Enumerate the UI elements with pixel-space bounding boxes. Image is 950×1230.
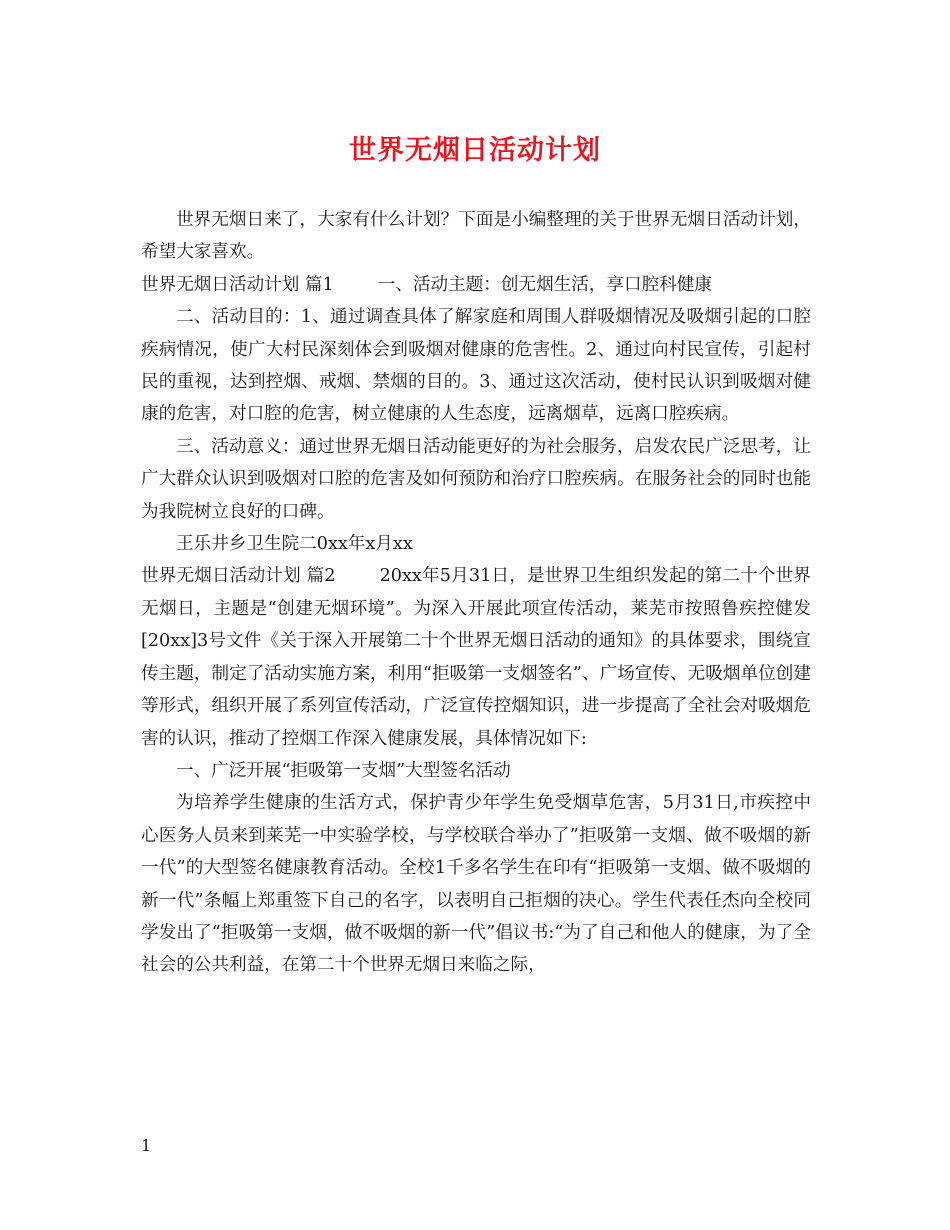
article-1-theme: 一、活动主题：创无烟生活，享口腔科健康 — [377, 274, 713, 295]
article-1-purpose: 二、活动目的：1、通过调查具体了解家庭和周围人群吸烟情况及吸烟引起的口腔疾病情况，使广大村民深刻体会到吸烟对健康的危害性。2、通过向村民宣传，引起村民的重视，达到控烟、戒烟、禁烟的目的。3、通过这次活动，使村民认识到吸烟对健康的危害，对口腔的危害，树立健康的人生态度，远离烟草，远离口腔疾病。 — [141, 307, 811, 425]
article-2-section-1-heading: 一、广泛开展“拒吸第一支烟”大型签名活动 — [176, 760, 511, 781]
article-2-intro: 20xx年5月31日，是世界卫生组织发起的第二十个世界无烟日，主题是“创建无烟环境”。为深入开展此项宣传活动，莱芜市按照鲁疾控健发[20xx]3号文件《关于深入开展第二十个世界无烟日活动的通知》的具体要求，围绕宣传主题，制定了活动实施方案，利用“拒吸第一支烟签名”、广场宣传、无吸烟单位创建等形式，组织开展了系列宣传活动，广泛宣传控烟知识，进一步提高了全社会对吸烟危害的认识，推动了控烟工作深入健康发展，具体情况如下: — [141, 566, 811, 749]
article-1-line — [141, 269, 811, 301]
article-1-heading: 世界无烟日活动计划 篇1 — [141, 274, 334, 295]
article-1-signature: 王乐井乡卫生院二0xx年x月xx — [176, 534, 413, 555]
document-body — [141, 204, 811, 982]
article-1-meaning: 三、活动意义：通过世界无烟日活动能更好的为社会服务，启发农民广泛思考，让广大群众认识到吸烟对口腔的危害及如何预防和治疗口腔疾病。在服务社会的同时也能为我院树立良好的口碑。 — [141, 436, 811, 522]
intro-paragraph: 世界无烟日来了，大家有什么计划？下面是小编整理的关于世界无烟日活动计划，希望大家喜欢。 — [141, 210, 811, 263]
document-title: 世界无烟日活动计划 — [349, 135, 601, 166]
article-2-intro-paragraph — [141, 560, 811, 754]
article-2-section-1-body: 为培养学生健康的生活方式，保护青少年学生免受烟草危害，5月31日,市疾控中心医务人员来到莱芜一中实验学校，与学校联合举办了”拒吸第一支烟、做不吸烟的新一代”的大型签名健康教育活动。全校1千多名学生在印有“拒吸第一支烟、做不吸烟的新一代”条幅上郑重签下自己的名字，以表明自己拒烟的决心。学生代表任杰向全校同学发出了“拒吸第一支烟，做不吸烟的新一代”倡议书:“为了自己和他人的健康，为了全社会的公共利益，在第二十个世界无烟日来临之际， — [141, 793, 811, 976]
page-number: 1 — [141, 1136, 152, 1155]
article-2-heading: 世界无烟日活动计划 篇2 — [141, 566, 336, 587]
